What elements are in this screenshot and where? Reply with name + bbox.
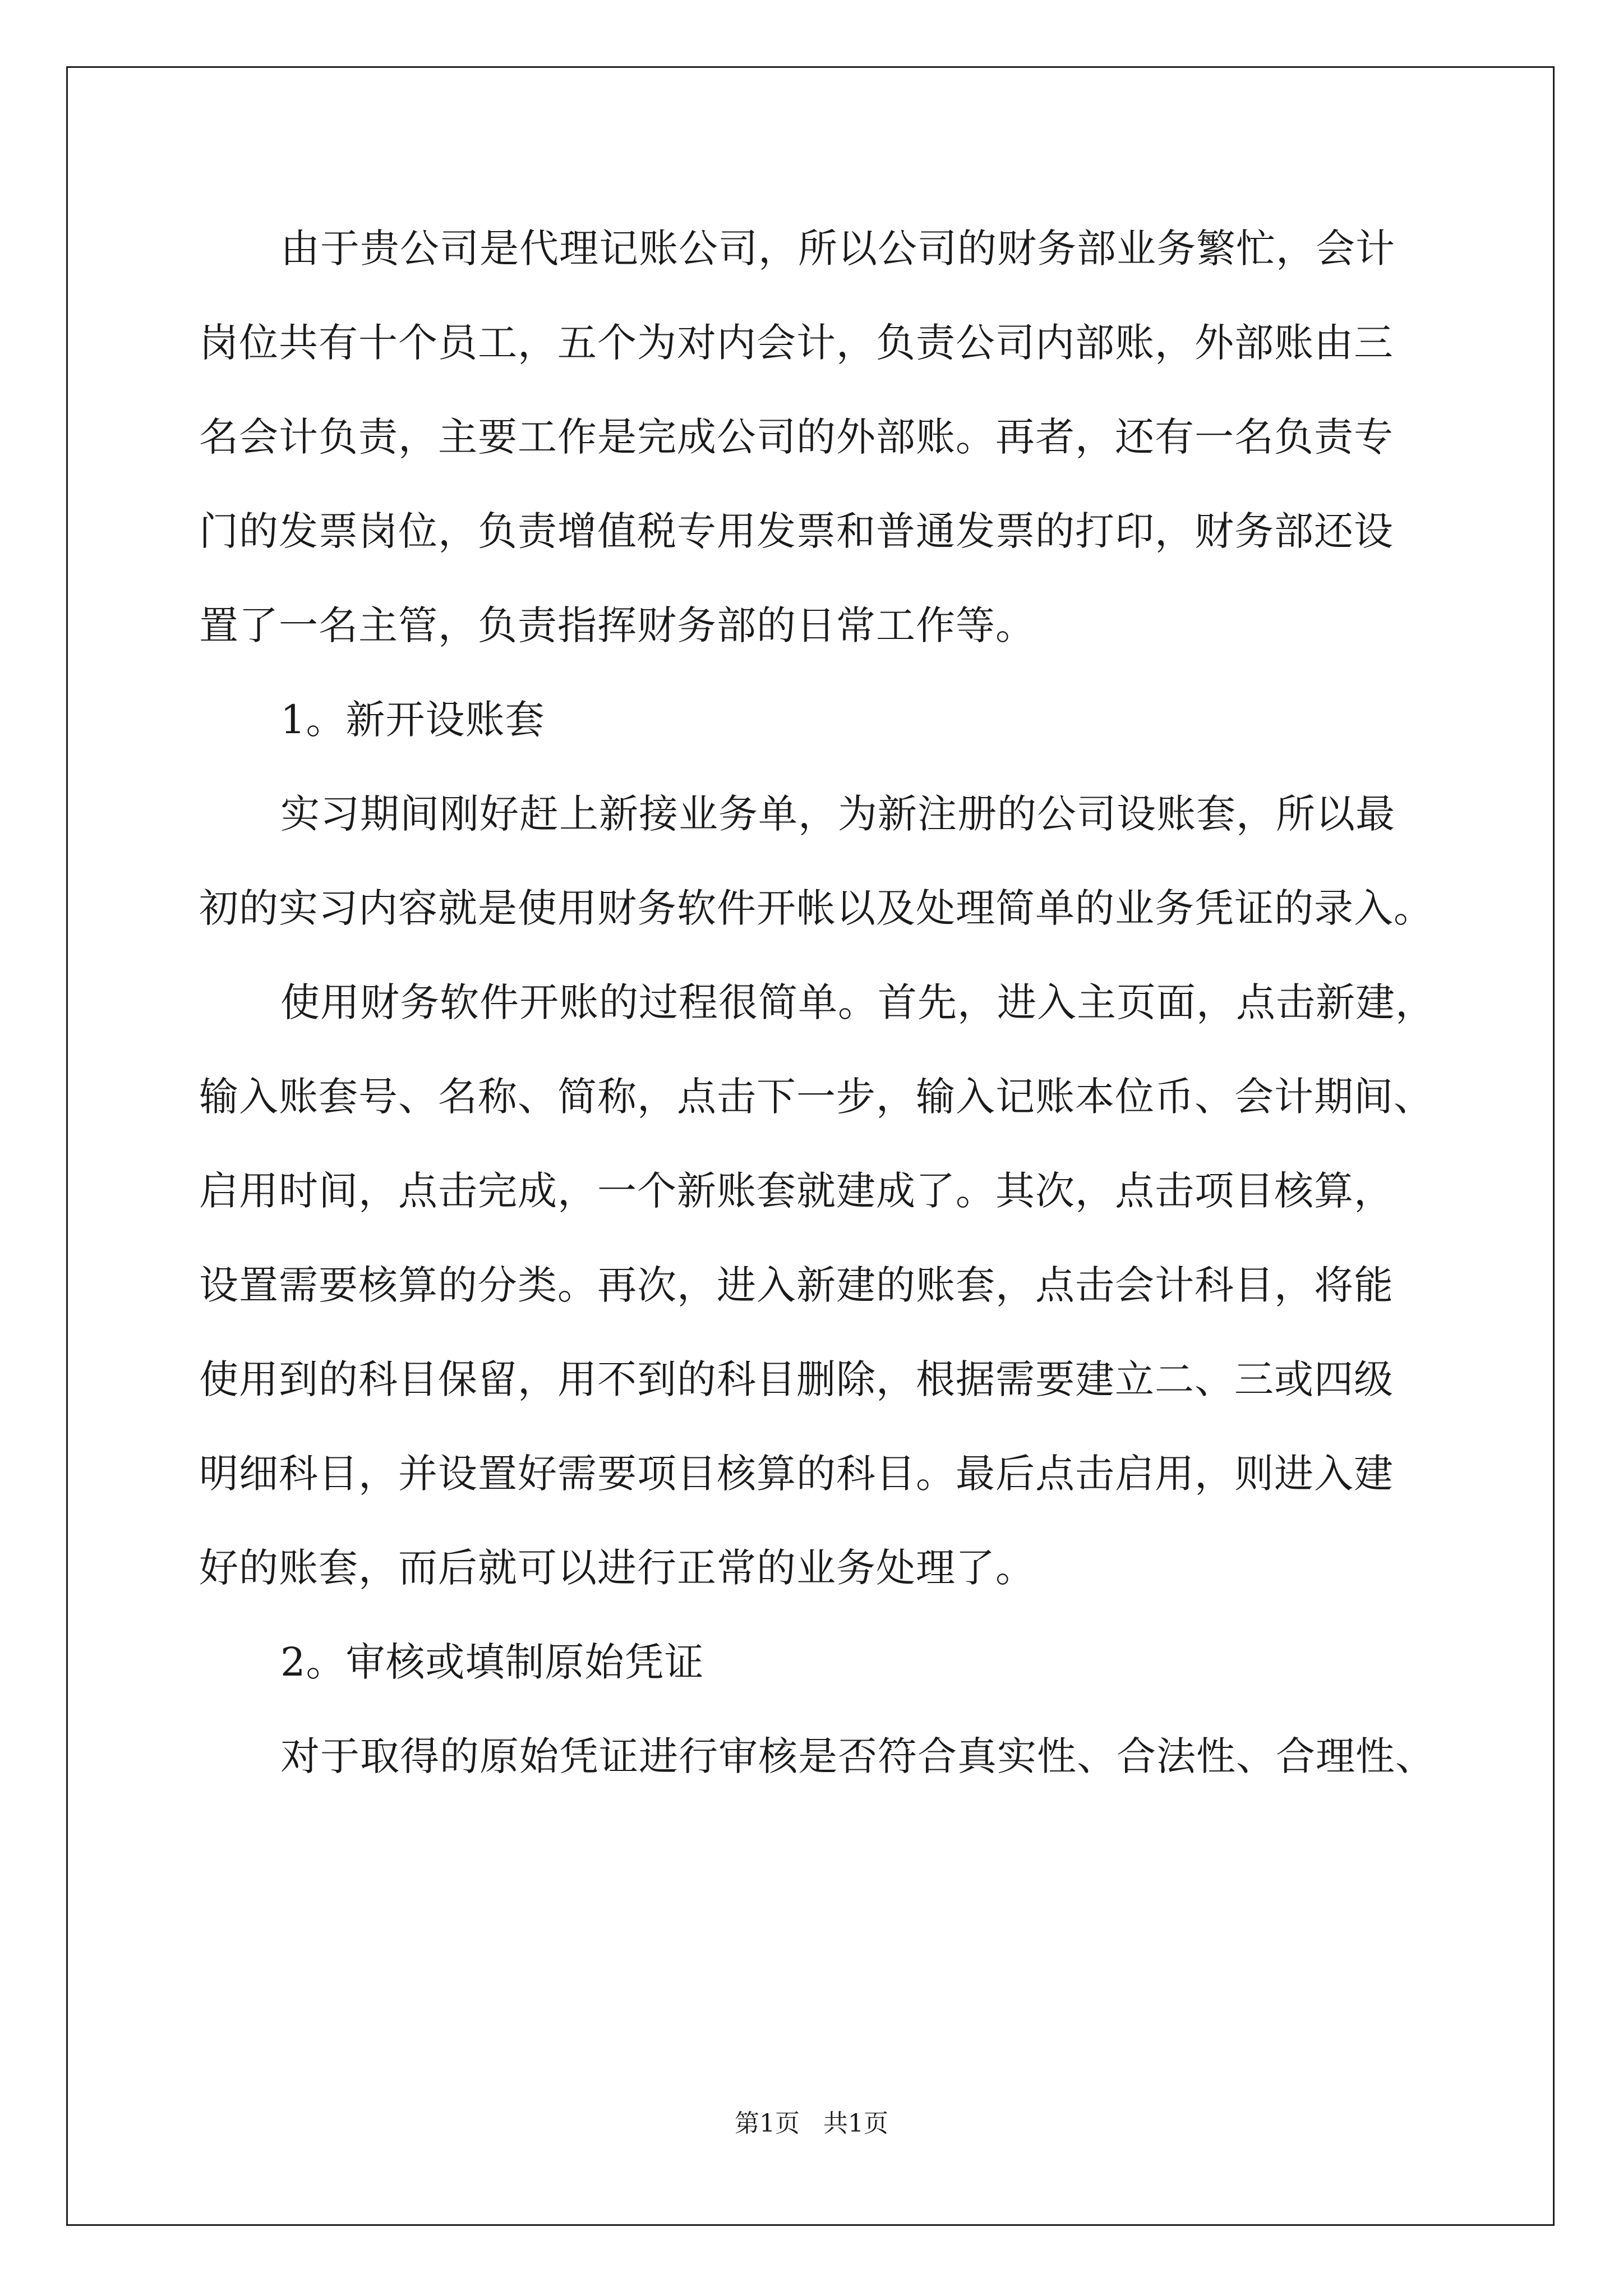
paragraph-line: 使用财务软件开账的过程很简单。首先，进入主页面，点击新建， [280,979,1435,1025]
paragraph-line: 好的账套，而后就可以进行正常的业务处理了。 [199,1545,1035,1591]
paragraph-line: 由于贵公司是代理记账公司，所以公司的财务部业务繁忙，会计 [280,226,1395,272]
paragraph-line: 岗位共有十个员工，五个为对内会计，负责公司内部账，外部账由三 [199,320,1394,366]
paragraph-line: 明细科目，并设置好需要项目核算的科目。最后点击启用，则进入建 [199,1451,1394,1497]
paragraph-line: 输入账套号、名称、简称，点击下一步，输入记账本位币、会计期间、 [199,1074,1433,1120]
paragraph-line: 使用到的科目保留，用不到的科目删除，根据需要建立二、三或四级 [199,1356,1394,1402]
paragraph-line: 实习期间刚好赶上新接业务单，为新注册的公司设账套，所以最 [280,791,1395,837]
page-number-footer: 第1页 共1页 [735,2109,888,2138]
paragraph-line: 初的实习内容就是使用财务软件开帐以及处理简单的业务凭证的录入。 [199,885,1433,931]
paragraph-line: 对于取得的原始凭证进行审核是否符合真实性、合法性、合理性、 [280,1733,1435,1779]
paragraph-line: 名会计负责，主要工作是完成公司的外部账。再者，还有一名负责专 [199,414,1394,460]
section-heading: 1。新开设账套 [280,697,545,743]
paragraph-line: 启用时间，点击完成，一个新账套就建成了。其次，点击项目核算， [199,1168,1394,1214]
section-heading: 2。审核或填制原始凭证 [280,1639,704,1685]
paragraph-line: 设置需要核算的分类。再次，进入新建的账套，点击会计科目，将能 [199,1262,1394,1308]
paragraph-line: 置了一名主管，负责指挥财务部的日常工作等。 [199,602,1035,648]
paragraph-line: 门的发票岗位，负责增值税专用发票和普通发票的打印，财务部还设 [199,508,1394,554]
page-border [66,66,1555,2226]
